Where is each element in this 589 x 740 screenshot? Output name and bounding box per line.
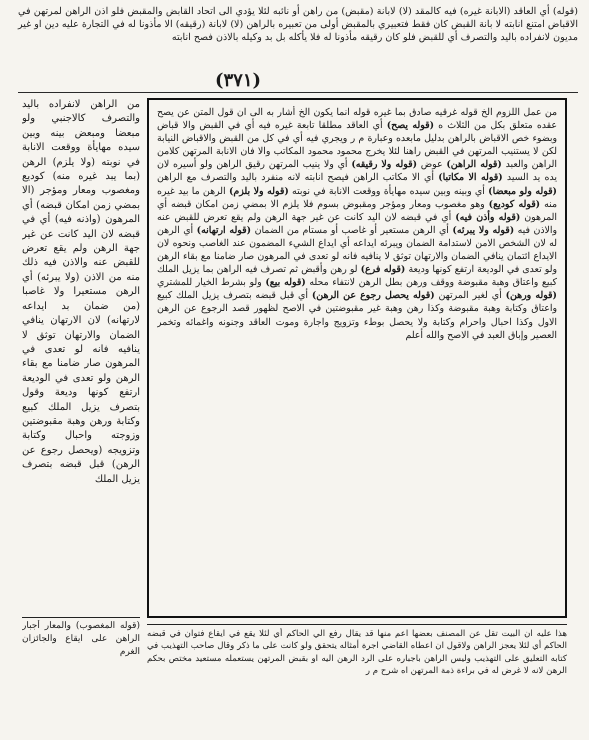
commentary-headword: (قوله ارتهانه) — [196, 224, 252, 236]
footnote-divider — [147, 624, 567, 625]
commentary-segment: ولو بشرط الخيار للمشتري — [157, 277, 266, 289]
commentary-headword: (قوله يحصل رجوع عن الرهن) — [311, 290, 435, 302]
commentary-headword: (قوله فرع) — [360, 264, 406, 276]
commentary-segment: الرهن ما بيد غيره منه — [157, 185, 557, 210]
top-matn-lines — [18, 6, 578, 96]
commentary-box — [147, 98, 567, 618]
commentary-headword: (قوله يصح) — [386, 120, 434, 132]
commentary-headword: (قوله ولا يبرئه) — [452, 224, 515, 236]
commentary-headword: (قوله ولو مبعضا) — [488, 185, 557, 197]
commentary-segment: أي في قبضه لان اليد كانت عن غير جهة الرهن ولم يقع تعرض للقبض عنه والاذن فيه — [157, 211, 557, 236]
commentary-segment: من عمل اللزوم الخ قوله غرقيه صادق بما غيره قوله انما يكون الخ أشار به الى ان قول المتن عن يصح عقده متعلق بكل من الثلاث ه — [157, 107, 557, 132]
commentary-segment: لو رهن وأقبض ثم تصرف فيه الراهن بما يزيل الملك كبيع واعتاق وهبة مقبوضة ووقف ورهن بطل الرهن لانتفاء محله — [157, 264, 557, 289]
commentary-segment: أي ولا ينيب المرتهن رقيق الراهن ولو أسيره لان يده يد السيد — [157, 159, 557, 184]
margin-note-text: (قوله المغصوب) والمعار أجبار الراهن على ايقاع والجائزان الغرم — [22, 621, 140, 657]
commentary-segment: أي لغير المرتهن — [434, 290, 506, 302]
commentary-segment: أي وبينه وبين سيده مهايأة ووقعت الانابة في نوبته — [288, 185, 489, 197]
commentary-segment: عوض — [417, 159, 447, 171]
top-matn-text: (قوله) أي العاقد (الابانة غيره) فيه كالمقد (لا) لابانة (مقبض) من راهن أو نائبه لئلا يؤدي الى اتحاد القابض والمقبض فلو اذن الراهن لمرتهن في الاقباض امتنع انابته لا بانة القبض كان فقط فتعبيري بالمقبض أولى من تعبيره بالراهن (لا) لابانة (رقيقه) الا مأذونا له في التجارة عليه دين او غير مديون لانفراده باليد والتصرف أي للقبض فلو كان رقيقه مأذونا له فلا يأكله بل بد وكيله بالاذن فصح انابته — [18, 6, 578, 43]
commentary-text — [157, 106, 557, 610]
commentary-headword: (قوله ولا رقيقه) — [351, 159, 418, 171]
footnotes — [147, 628, 567, 698]
header-divider — [18, 92, 578, 93]
page-number: (٣٧١) — [214, 70, 262, 91]
commentary-segment: أي العاقد مطلقا تابعة غيره فيه أي في القبض والا قباض وبضوء خص الاقباض بالراهن بدليل مابعده وعبارة م ر ويجري فيه أي في كل من القبض والاقباض النيابة لكن لا يستنيب المرتهن في القبض راهنا لئلا يخرج محمود محمود المكاتب والا فان الانابة المرتهن كلامن الراهن والعبد — [157, 120, 557, 171]
commentary-headword: (قوله ورهن) — [505, 290, 557, 302]
commentary-headword: (قوله بيع) — [265, 277, 306, 289]
commentary-headword: (قوله الا مكاتبا) — [438, 172, 503, 184]
commentary-segment: أي قبل قبضه بتصرف يزيل الملك كبيع واعتاق وكتابة وهبة مقبوضة وكذا رهن وهبة غير مقبوضتين في الاصح لظهور قصد الرجوع عن الرهن الاول وكذا احبال واحرام وكتابة ولا يحصل بوطء وتزويج واجارة وموت العاقد وجنونه واغمائه وتخمر العصير وإباق العبد في الاصح والله أعلم — [157, 290, 557, 341]
commentary-segment: وهو مغصوب ومعار ومؤجر ومقبوض بسوم فلا يلزم الا بمضي زمن امكان قبضه أي المرهون — [157, 198, 557, 223]
margin-divider — [22, 617, 140, 618]
margin-column — [22, 98, 140, 618]
margin-note — [22, 620, 140, 662]
commentary-segment: أي الرهن له لان الشخص الامن لاستدامة الضمان ويبرئه ايداعه أي ايداع الشيء المضمون عند الغاصب ونحوه لان الايداع ائتمان ينافي الضمان والارتهان توثق لا ينافيه فانه لو تعدى في المرهون صار ضامنا مع بقاء الرهن ولو تعدى في الوديعة ارتفع كونها وديعة — [157, 224, 557, 276]
commentary-headword: (قوله الراهن) — [446, 159, 502, 171]
commentary-headword: (قوله ولا بلزم) — [228, 185, 289, 197]
footnote-text: هذا عليه ان البيت تقل عن المصنف بعضها اعم منها قد يقال رفع الي الحاكم أي لئلا يقع في ايقاع فتوان في قبضه الحاكم أي لئلا يعجز الراهن ولاقول ان اعطاه القاضي اجرة أمثاله يتحقق ولو كانت على ما ذكر وقال صاحب التهذيب في كتابه التعليق على التهذيب وليس الراهن باجباره على الرد الرهن اليه او بقبض المرتهن يستعمله مستعيد مختص بحكم الرهن لانه لا غرض له في براءة ذمة المرتهن اه شرح م ر — [147, 629, 567, 677]
commentary-headword: (قوله وأذن فيه) — [455, 211, 521, 223]
margin-text: من الراهن لانفراده باليد والتصرف كالاجنبي ولو مبعضا ومبعض بينه وبين سيده مهايأة ووقعت الانابة في نوبته (ولا يلزم) الرهن (بما يبد غيره منه) كوديع ومغصوب ومعار ومؤجر (الا بمضي زمن امكان قبضه) أي المرهون (واذنه فيه) أي في قبضه لان اليد كانت عن غير جهة الرهن ولم يقع تعرض للقبض عنه والاذن فيه ذلك منه من الاذن (ولا يبرئه) أي الرهن مستعيرا ولا غاصبا (من ضمان بد ايداعه لارتهانه) لان الارتهان ينافي الضمان والارتهان توثق لا ينافيه فانه لو تعدى في المرهون صار ضامنا مع بقاء الرهن ولو تعدى في الوديعة ارتفع كونها وديعة وقول بتصرف يزيل الملك كبيع وكتابة ورهن وهبة مقبوضتين وزوجته واحبال وكتابة وتزويجه (ويحصل رجوع عن الرهن) قبل قبضه بتصرف يزيل الملك — [22, 99, 140, 485]
commentary-segment: أي الا مكاتب الراهن فيصح انابته لانه منفرد باليد والتصرف مع الراهن — [157, 172, 439, 184]
commentary-headword: (قوله كوديع) — [488, 198, 541, 210]
commentary-segment: أي الرهن مستعير أو غاصب أو مستام من الضمان — [251, 224, 453, 236]
